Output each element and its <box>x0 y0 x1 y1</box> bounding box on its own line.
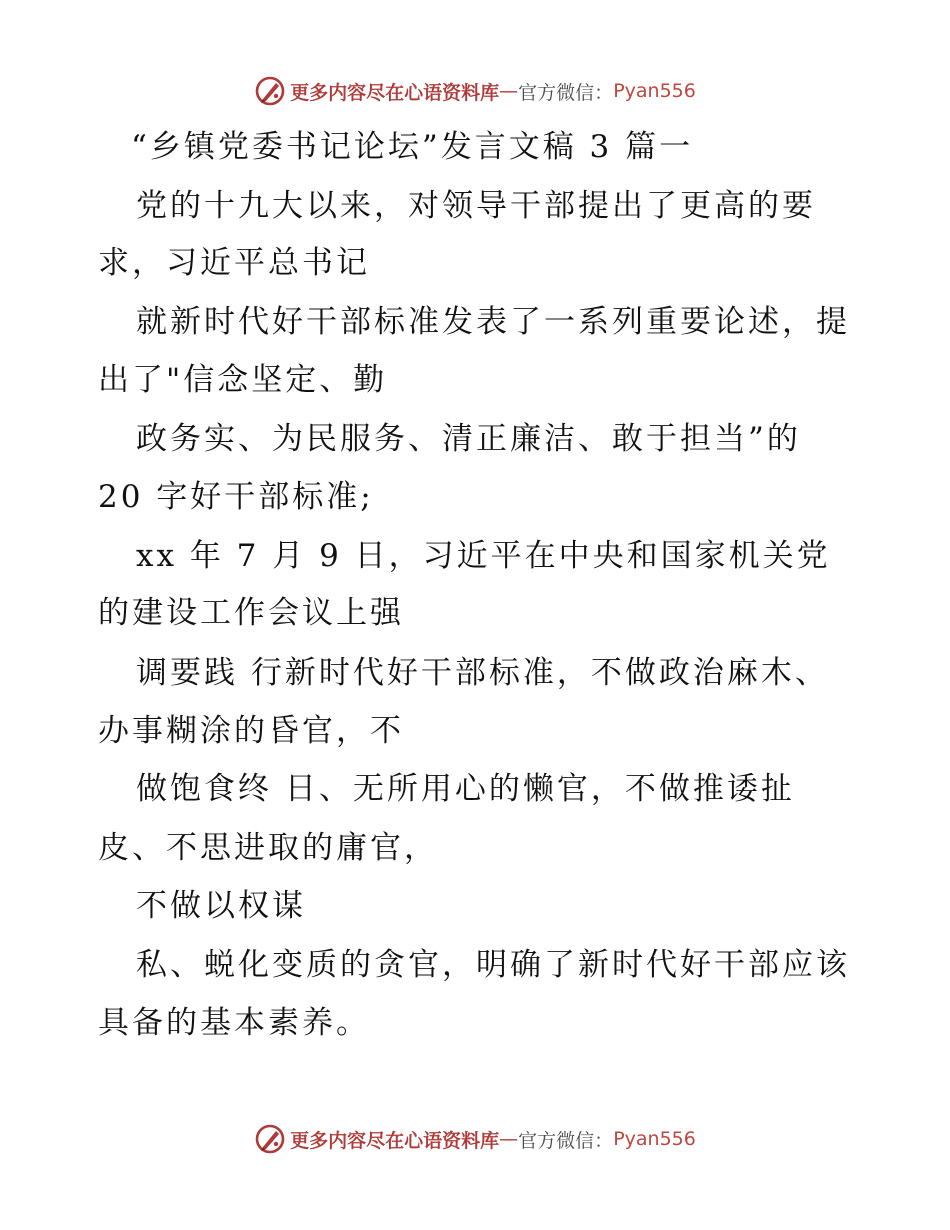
paragraph-line: 20 字好干部标准; <box>98 479 374 515</box>
banner-wechat-id: Pyan556 <box>613 80 696 102</box>
banner-wechat-label: 官方微信： <box>518 81 614 104</box>
paragraph-line: 办事糊涂的昏官，不 <box>98 713 404 749</box>
paragraph-line: 皮、不思进取的庸官， <box>98 830 438 866</box>
paragraph-line: 私、蜕化变质的贪官，明确了新时代好干部应该 <box>136 947 850 983</box>
banner-dash: — <box>499 80 519 102</box>
paragraph-line: 的建设工作会议上强 <box>98 595 404 631</box>
pen-logo-icon <box>254 1123 286 1155</box>
banner-wechat-label: 官方微信： <box>518 1129 614 1152</box>
paragraph-line: 不做以权谋 <box>136 888 306 924</box>
paragraph-line: 党的十九大以来，对领导干部提出了更高的要 <box>136 188 816 224</box>
pen-logo-icon <box>254 75 286 107</box>
paragraph-line: 求，习近平总书记 <box>98 245 370 281</box>
paragraph-line: 政务实、为民服务、清正廉洁、敢于担当”的 <box>136 421 801 457</box>
banner-main-text: 更多内容尽在心语资料库 <box>290 81 500 104</box>
footer-banner <box>0 1119 950 1159</box>
paragraph-line: 调要践 行新时代好干部标准，不做政治麻木、 <box>136 655 829 691</box>
banner-dash: — <box>499 1128 519 1150</box>
paragraph-line: 出了"信念坚定、勤 <box>98 362 388 398</box>
paragraph-line: 就新时代好干部标准发表了一系列重要论述，提 <box>136 304 850 340</box>
banner-wechat-id: Pyan556 <box>613 1128 696 1150</box>
paragraph-line: xx 年 7 月 9 日，习近平在中央和国家机关党 <box>136 538 831 574</box>
paragraph-line: 做饱食终 日、无所用心的懒官，不做推诿扯 <box>136 771 795 807</box>
paragraph-line: 具备的基本素养。 <box>98 1005 370 1041</box>
header-banner <box>0 71 950 111</box>
document-title: “乡镇党委书记论坛”发言文稿 3 篇一 <box>131 129 694 165</box>
banner-main-text: 更多内容尽在心语资料库 <box>290 1129 500 1152</box>
